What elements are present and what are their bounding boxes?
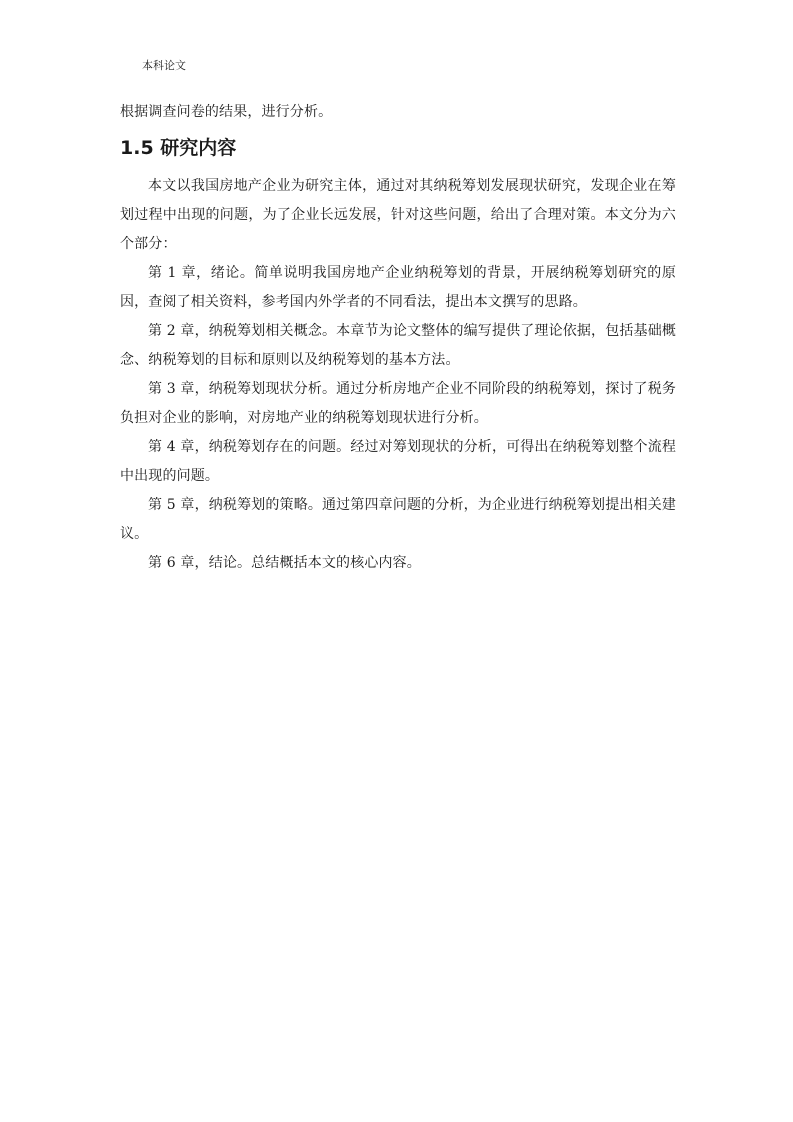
section-heading	[120, 135, 236, 161]
paragraph-chapter-5: 第 5 章，纳税筹划的策略。通过第四章问题的分析，为企业进行纳税筹划提出相关建议。	[120, 497, 676, 542]
paragraph-chapter-6: 第 6 章，结论。总结概括本文的核心内容。	[148, 555, 421, 571]
paragraph-chapter-2: 第 2 章，纳税筹划相关概念。本章节为论文整体的编写提供了理论依据，包括基础概念、纳税筹划的目标和原则以及纳税筹划的基本方法。	[120, 323, 676, 368]
paragraph-overview: 本文以我国房地产企业为研究主体，通过对其纳税筹划发展现状研究，发现企业在筹划过程中出现的问题，为了企业长远发展，针对这些问题，给出了合理对策。本文分为六个部分：	[120, 178, 676, 252]
section-content	[120, 172, 676, 578]
section-title: 研究内容	[160, 137, 237, 159]
paragraph-chapter-4: 第 4 章，纳税筹划存在的问题。经过对筹划现状的分析，可得出在纳税筹划整个流程中出现的问题。	[120, 439, 676, 484]
paragraph-chapter-1: 第 1 章，绪论。简单说明我国房地产企业纳税筹划的背景，开展纳税筹划研究的原因，查阅了相关资料，参考国内外学者的不同看法，提出本文撰写的思路。	[120, 265, 676, 310]
paragraph-chapter-3: 第 3 章，纳税筹划现状分析。通过分析房地产企业不同阶段的纳税筹划，探讨了税务负担对企业的影响，对房地产业的纳税筹划现状进行分析。	[120, 381, 676, 426]
running-header: 本科论文	[142, 59, 186, 72]
intro-line: 根据调查问卷的结果，进行分析。	[120, 104, 333, 120]
section-number: 1.5	[120, 137, 154, 159]
